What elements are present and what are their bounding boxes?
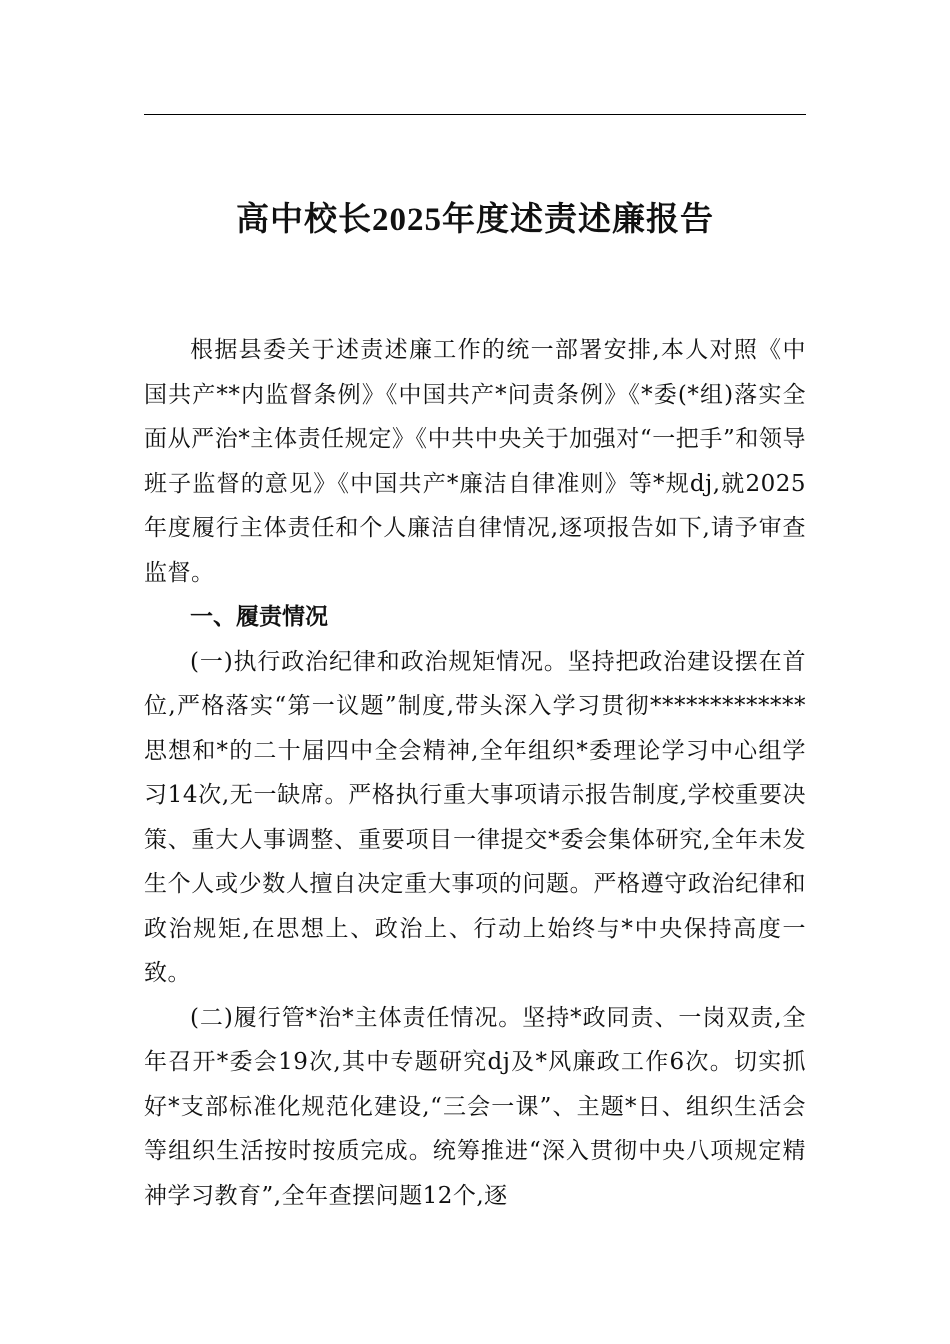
section1-item1-lead: (一)执行政治纪律和政治规矩情况。 (190, 648, 568, 675)
document-body (144, 328, 806, 1218)
section1-item2-lead: (二)履行管*治*主体责任情况。 (190, 1004, 523, 1031)
section-heading-1: 一、履责情况 (190, 604, 328, 630)
section1-item1-paragraph (144, 640, 806, 996)
header-rule (144, 114, 806, 115)
section1-item2-text: 坚持*政同责、一岗双责,全年召开*委会19次,其中专题研究dj及*风廉政工作6次。切实抓好*支部标准化规范化建设,“三会一课”、主题*日、组织生活会等组织生活按时按质完成。统筹推进“深入贯彻中央八项规定精神学习教育”,全年查摆问题12个,逐 (144, 1004, 807, 1209)
section1-item1-text: 坚持把政治建设摆在首位,严格落实“第一议题”制度,带头深入学习贯彻*************思想和*的二十届四中全会精神,全年组织*委理论学习中心组学习14次,无一缺席。严格执行重大事项请示报告制度,学校重要决策、重大人事调整、重要项目一律提交*委会集体研究,全年未发生个人或少数人擅自决定重大事项的问题。严格遵守政治纪律和政治规矩,在思想上、政治上、行动上始终与*中央保持高度一致。 (144, 648, 807, 986)
document-title: 高中校长2025年度述责述廉报告 (236, 202, 714, 238)
intro-paragraph: 根据县委关于述责述廉工作的统一部署安排,本人对照《中国共产**内监督条例》《中国共产*问责条例》《*委(*组)落实全面从严治*主体责任规定》《中共中央关于加强对“一把手”和领导班子监督的意见》《中国共产*廉洁自律准则》等*规dj,就2025年度履行主体责任和个人廉洁自律情况,逐项报告如下,请予审查监督。 (144, 337, 806, 586)
section1-item2-paragraph (144, 996, 806, 1219)
